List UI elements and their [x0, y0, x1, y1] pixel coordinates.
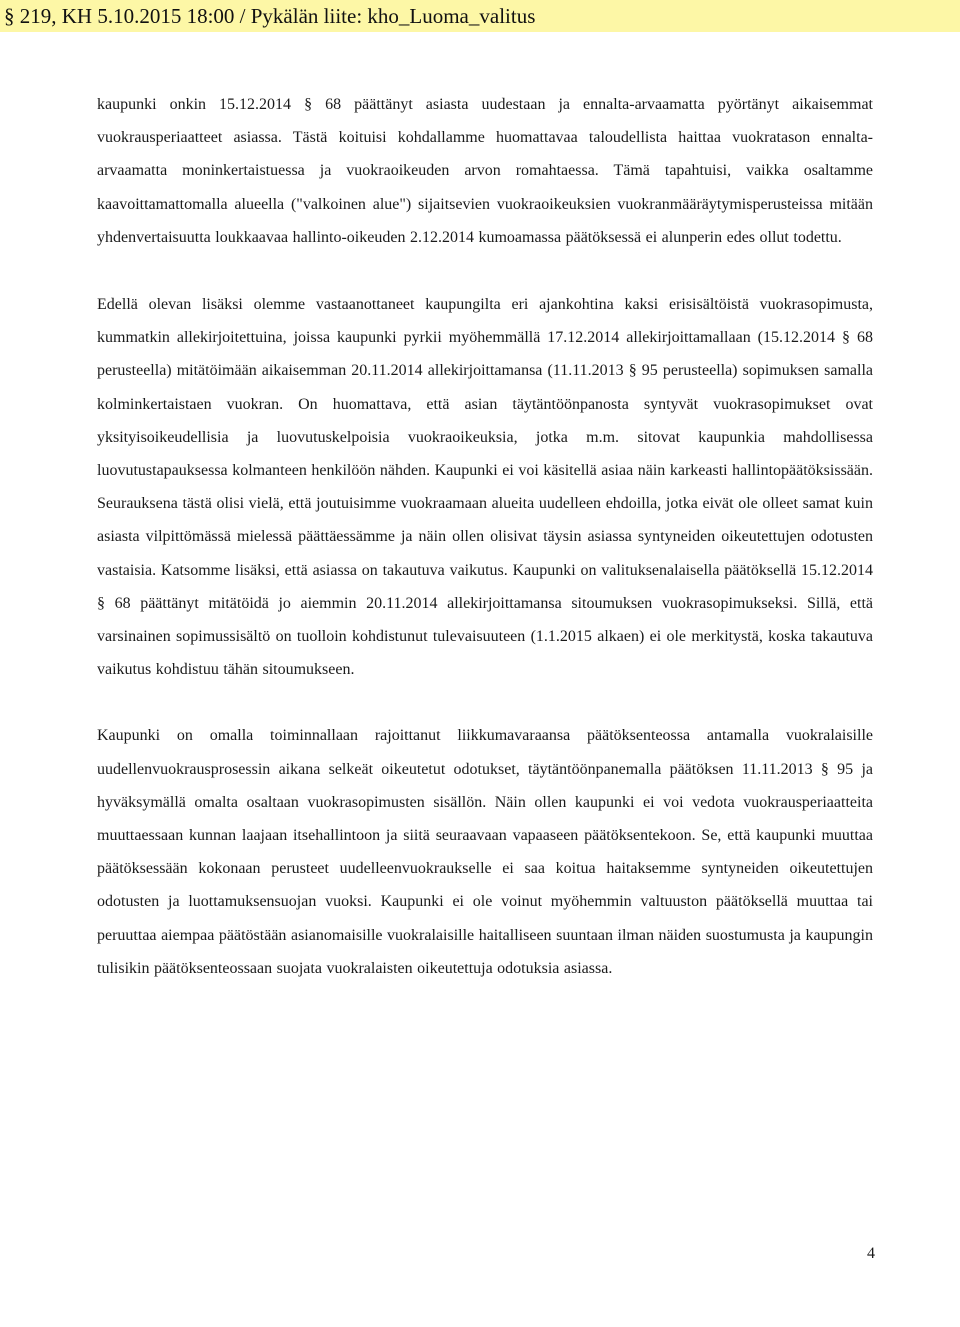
document-body: [97, 88, 873, 985]
paragraph-3: Kaupunki on omalla toiminnallaan rajoittanut liikkumavaraansa päätöksenteossa antamalla vuokralaisille uudellenvuokrausprosessin aikana selkeät oikeutetut odotukset, täytäntöönpanemalla päätöksen 11.11.2013 § 95 ja hyväksymällä omalta osaltaan vuokrasopimusten sisällön. Näin ollen kaupunki ei voi vedota vuokrausperiaatteita muuttaessaan kunnan laajaan itsehallintoon ja siitä seuraavaan vapaaseen päätöksentekoon. Se, että kaupunki muuttaa päätöksessään kokonaan perusteet uudelleenvuokraukselle ei saa koitua haitaksemme syntyneiden oikeutettujen odotusten ja luottamuksensuojan vuoksi. Kaupunki ei ole voinut myöhemmin valtuuston päätöksellä muuttaa tai peruuttaa aiempaa päätöstään asianomaisille vuokralaisille haitalliseen suuntaan ilman näiden suostumusta ja kaupungin tulisikin päätöksenteossaan suojata vuokralaisten oikeutettuja odotuksia asiassa.: [97, 727, 873, 977]
page-number: 4: [867, 1245, 875, 1262]
header-title: § 219, KH 5.10.2015 18:00 / Pykälän liite: kho_Luoma_valitus: [4, 3, 536, 28]
paragraph-2: Edellä olevan lisäksi olemme vastaanottaneet kaupungilta eri ajankohtina kaksi erisisältöistä vuokrasopimusta, kummatkin allekirjoitettuina, joissa kaupunki pyrkii myöhemmällä 17.12.2014 allekirjoittamallaan (15.12.2014 § 68 perusteella) mitätöimään aikaisemman 20.11.2014 allekirjoittamansa (11.11.2013 § 95 perusteella) sopimuksen samalla kolminkertaistaen vuokran. On huomattava, että asian täytäntöönpanosta syntyvät vuokrasopimukset ovat yksityisoikeudellisia ja luovutuskelpoisia vuokraoikeuksia, jotka m.m. sitovat kaupunkia mahdollisessa luovutustapauksessa kolmanteen henkilöön nähden. Kaupunki ei voi käsitellä asiaa näin karkeasti hallintopäätöksissään. Seurauksena tästä olisi vielä, että joutuisimme vuokraamaan alueita uudelleen ehdoilla, jotka eivät ole olleet samat kuin asiasta vilpittömässä mielessä päättäessämme ja näin ollen olisivat täysin asiassa syntyneiden oikeutettujen odotusten vastaisia. Katsomme lisäksi, että asiassa on takautuva vaikutus. Kaupunki on valituksenalaisella päätöksellä 15.12.2014 § 68 päättänyt mitätöidä jo aiemmin 20.11.2014 allekirjoittamansa sitoumuksen vuokrasopimukseksi. Sillä, että varsinainen sopimussisältö on tuolloin kohdistunut tulevaisuuteen (1.1.2015 alkaen) ei ole merkitystä, koska takautuva vaikutus kohdistuu tähän sitoumukseen.: [97, 296, 873, 679]
paragraph-1: kaupunki onkin 15.12.2014 § 68 päättänyt asiasta uudestaan ja ennalta-arvaamatta pyörtänyt aikaisemmat vuokrausperiaatteet asiassa. Tästä koituisi kohdallamme huomattavaa taloudellista haittaa vuokratason ennalta-arvaamatta moninkertaistuessa ja vuokraoikeuden arvon romahtaessa. Tämä tapahtuisi, vaikka osaltamme kaavoittamattomalla alueella ("valkoinen alue") sijaitsevien vuokraoikeuksien vuokranmääräytymisperusteissa mitään yhdenvertaisuutta loukkaavaa hallinto-oikeuden 2.12.2014 kumoamassa päätöksessä ei alunperin edes ollut todettu.: [97, 96, 873, 246]
document-header-banner: [0, 0, 960, 32]
